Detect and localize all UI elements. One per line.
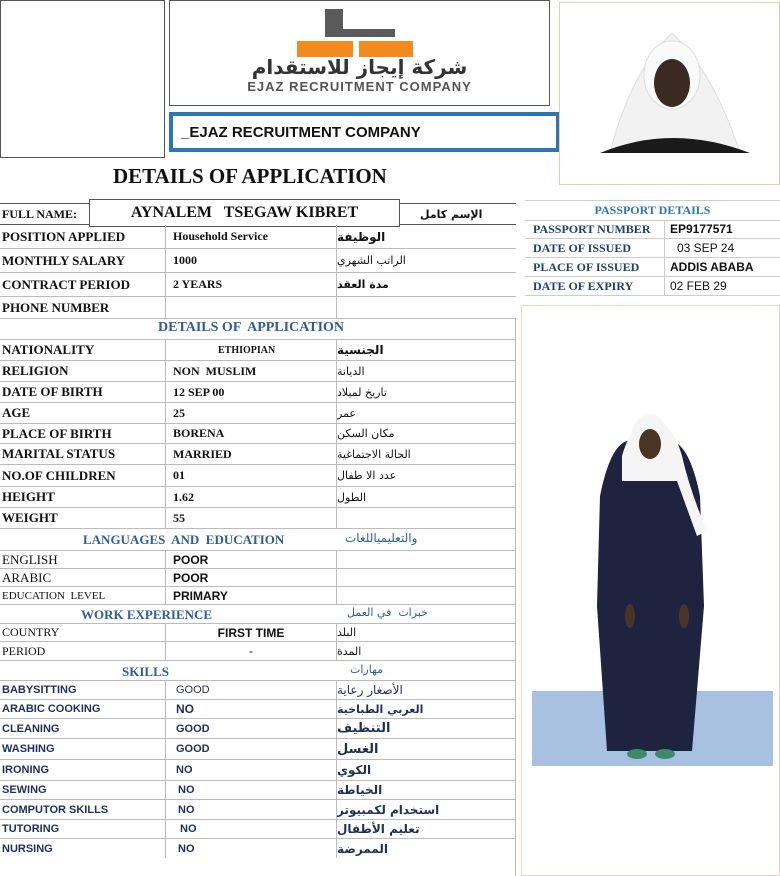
- row-arabic: الطول: [337, 490, 367, 504]
- table-row: [0, 820, 516, 839]
- skills-heading-text: SKILLS: [122, 664, 169, 679]
- row-label: DATE OF BIRTH: [0, 382, 166, 402]
- row-value: NO: [166, 760, 337, 780]
- row-label: COUNTRY: [0, 624, 166, 641]
- table-row: [0, 781, 516, 800]
- portrait-figure-icon: [560, 3, 780, 185]
- row-label: ARABIC: [0, 569, 166, 586]
- row-label: CLEANING: [0, 719, 166, 738]
- row-arabic: استخدام لكمبيوتر: [337, 802, 440, 817]
- passport-row: [525, 220, 780, 239]
- work-heading-arabic: خبرات في العمل: [347, 606, 428, 619]
- row-arabic: الغسل: [337, 741, 379, 757]
- row-arabic: [337, 508, 516, 528]
- row-arabic: الأصغار رعاية: [337, 683, 403, 697]
- passport-value: EP9177571: [670, 222, 733, 236]
- table-row: [0, 624, 516, 642]
- row-value: [166, 297, 337, 318]
- table-row: [0, 444, 516, 465]
- row-arabic: الخياطة: [337, 783, 383, 797]
- row-arabic: التنظيف: [337, 721, 391, 736]
- passport-label: PASSPORT NUMBER: [525, 220, 665, 238]
- work-section-heading: [0, 605, 516, 624]
- row-arabic: الجنسية: [337, 343, 384, 357]
- details-heading-text: DETAILS OF APPLICATION: [158, 320, 345, 335]
- table-row: [0, 569, 516, 587]
- row-label: NURSING: [0, 839, 166, 858]
- row-arabic: الممرضة: [337, 841, 389, 856]
- table-row: [0, 839, 516, 858]
- row-value: NO: [166, 700, 337, 718]
- row-value: -: [166, 642, 337, 660]
- full-name-arabic: الإسم كامل: [420, 207, 483, 221]
- portrait-photo: [559, 2, 780, 185]
- row-label: BABYSITTING: [0, 681, 166, 699]
- row-value: GOOD: [166, 681, 337, 699]
- table-row: [0, 760, 516, 781]
- passport-value: 02 FEB 29: [670, 279, 727, 293]
- row-value: 1.62: [166, 487, 337, 507]
- row-value: GOOD: [166, 739, 337, 759]
- full-name-value: AYNALEM TSEGAW KIBRET: [130, 204, 359, 221]
- row-value: 55: [166, 508, 337, 528]
- table-row: [0, 739, 516, 760]
- row-value: NON MUSLIM: [166, 361, 337, 381]
- row-label: ENGLISH: [0, 551, 166, 568]
- work-heading-text: WORK EXPERIENCE: [81, 607, 213, 622]
- row-value: FIRST TIME: [166, 624, 337, 641]
- row-label: SEWING: [0, 781, 166, 799]
- row-label: NATIONALITY: [0, 340, 166, 360]
- company-banner: [169, 112, 560, 152]
- table-row: [0, 487, 516, 508]
- row-value: NO: [166, 781, 337, 799]
- row-arabic: العربي الطباخية: [337, 702, 424, 716]
- row-label: COMPUTOR SKILLS: [0, 800, 166, 819]
- row-label: RELIGION: [0, 361, 166, 381]
- row-value: MARRIED: [166, 444, 337, 464]
- row-arabic: الوظيفة: [337, 229, 386, 244]
- table-row: [0, 225, 516, 249]
- row-label: IRONING: [0, 760, 166, 780]
- passport-value: 03 SEP 24: [677, 241, 735, 255]
- row-arabic: المدة: [337, 644, 362, 658]
- row-arabic: الراتب الشهري: [337, 254, 406, 267]
- full-body-photo: [521, 305, 780, 876]
- row-value: POOR: [166, 569, 337, 586]
- row-value: 2 YEARS: [166, 273, 337, 296]
- table-row: [0, 382, 516, 403]
- row-arabic: البلد: [337, 626, 357, 639]
- row-label: PERIOD: [0, 642, 166, 660]
- company-banner-text: _EJAZ RECRUITMENT COMPANY: [173, 116, 556, 148]
- company-name-arabic: شركة إيجاز للاستقدام: [251, 55, 468, 79]
- row-arabic: الحالة الاجتماغية: [337, 447, 411, 461]
- blank-photo-box: [0, 0, 165, 158]
- full-name-value-box: [89, 199, 400, 227]
- row-label: PHONE NUMBER: [0, 297, 166, 318]
- row-label: TUTORING: [0, 820, 166, 838]
- passport-label: DATE OF ISSUED: [525, 239, 665, 257]
- row-arabic: مكان السكن: [337, 427, 395, 440]
- skills-section-heading: [0, 661, 516, 681]
- table-row: [0, 800, 516, 820]
- row-value: NO: [166, 839, 337, 858]
- row-value: Household Service: [166, 225, 337, 248]
- table-right-border: [515, 319, 516, 876]
- table-row: [0, 700, 516, 719]
- table-row: [0, 587, 516, 605]
- passport-row: [525, 239, 780, 258]
- row-arabic: عمر: [337, 406, 356, 420]
- row-value: 12 SEP 00: [166, 382, 337, 402]
- passport-row: [525, 277, 780, 296]
- row-label: PLACE OF BIRTH: [0, 424, 166, 443]
- row-value: PRIMARY: [166, 587, 337, 604]
- row-value: POOR: [166, 551, 337, 568]
- row-label: NO.OF CHILDREN: [0, 465, 166, 486]
- passport-heading: PASSPORT DETAILS: [525, 201, 780, 221]
- table-row: [0, 249, 516, 273]
- languages-heading-arabic: والتعليمياللغات: [345, 531, 418, 545]
- page-title: DETAILS OF APPLICATION: [113, 164, 387, 188]
- row-arabic: الديانة: [337, 364, 365, 378]
- row-arabic: تاريخ لميلاد: [337, 385, 387, 399]
- row-arabic: [337, 297, 516, 318]
- company-logo-box: [169, 0, 550, 106]
- row-label: CONTRACT PERIOD: [0, 273, 166, 296]
- table-row: [0, 551, 516, 569]
- row-value: 1000: [166, 249, 337, 272]
- row-arabic: الكوي: [337, 763, 372, 777]
- table-row: [0, 361, 516, 382]
- row-label: WEIGHT: [0, 508, 166, 528]
- row-label: AGE: [0, 403, 166, 423]
- languages-heading-text: LANGUAGES AND EDUCATION: [83, 532, 285, 547]
- row-value: ETHIOPIAN: [166, 340, 337, 360]
- table-row: [0, 719, 516, 739]
- row-value: BORENA: [166, 424, 337, 443]
- passport-label: DATE OF EXPIRY: [525, 277, 665, 295]
- row-arabic: مدة العقد: [337, 278, 389, 291]
- table-row: [0, 273, 516, 297]
- details-section-heading: [0, 319, 516, 340]
- table-row: [0, 508, 516, 529]
- row-label: ARABIC COOKING: [0, 700, 166, 718]
- row-value: 25: [166, 403, 337, 423]
- row-value: 01: [166, 465, 337, 486]
- table-row: [0, 465, 516, 487]
- row-label: MARITAL STATUS: [0, 444, 166, 464]
- row-value: GOOD: [166, 719, 337, 738]
- full-body-figure-icon: [522, 306, 780, 876]
- row-label: POSITION APPLIED: [0, 225, 166, 248]
- passport-label: PLACE OF ISSUED: [525, 258, 665, 276]
- row-value: NO: [166, 800, 337, 819]
- row-arabic: تعليم الأطفال: [337, 822, 420, 836]
- row-arabic: عدد الا طفال: [337, 469, 397, 482]
- table-row: [0, 340, 516, 361]
- row-label: HEIGHT: [0, 487, 166, 507]
- table-row: [0, 297, 516, 319]
- table-row: [0, 642, 516, 661]
- table-row: [0, 681, 516, 700]
- row-value: NO: [166, 820, 337, 838]
- row-label: EDUCATION LEVEL: [0, 587, 166, 604]
- skills-heading-arabic: مهارات: [350, 663, 384, 676]
- table-row: [0, 424, 516, 444]
- table-row: [0, 403, 516, 424]
- row-label: MONTHLY SALARY: [0, 249, 166, 272]
- row-label: WASHING: [0, 739, 166, 759]
- full-name-label: FULL NAME:: [2, 206, 77, 221]
- passport-value: ADDIS ABABA: [670, 260, 754, 274]
- company-name-english: EJAZ RECRUITMENT COMPANY: [247, 79, 472, 94]
- passport-row: [525, 258, 780, 277]
- languages-section-heading: [0, 529, 516, 551]
- company-logo-icon: [295, 7, 415, 59]
